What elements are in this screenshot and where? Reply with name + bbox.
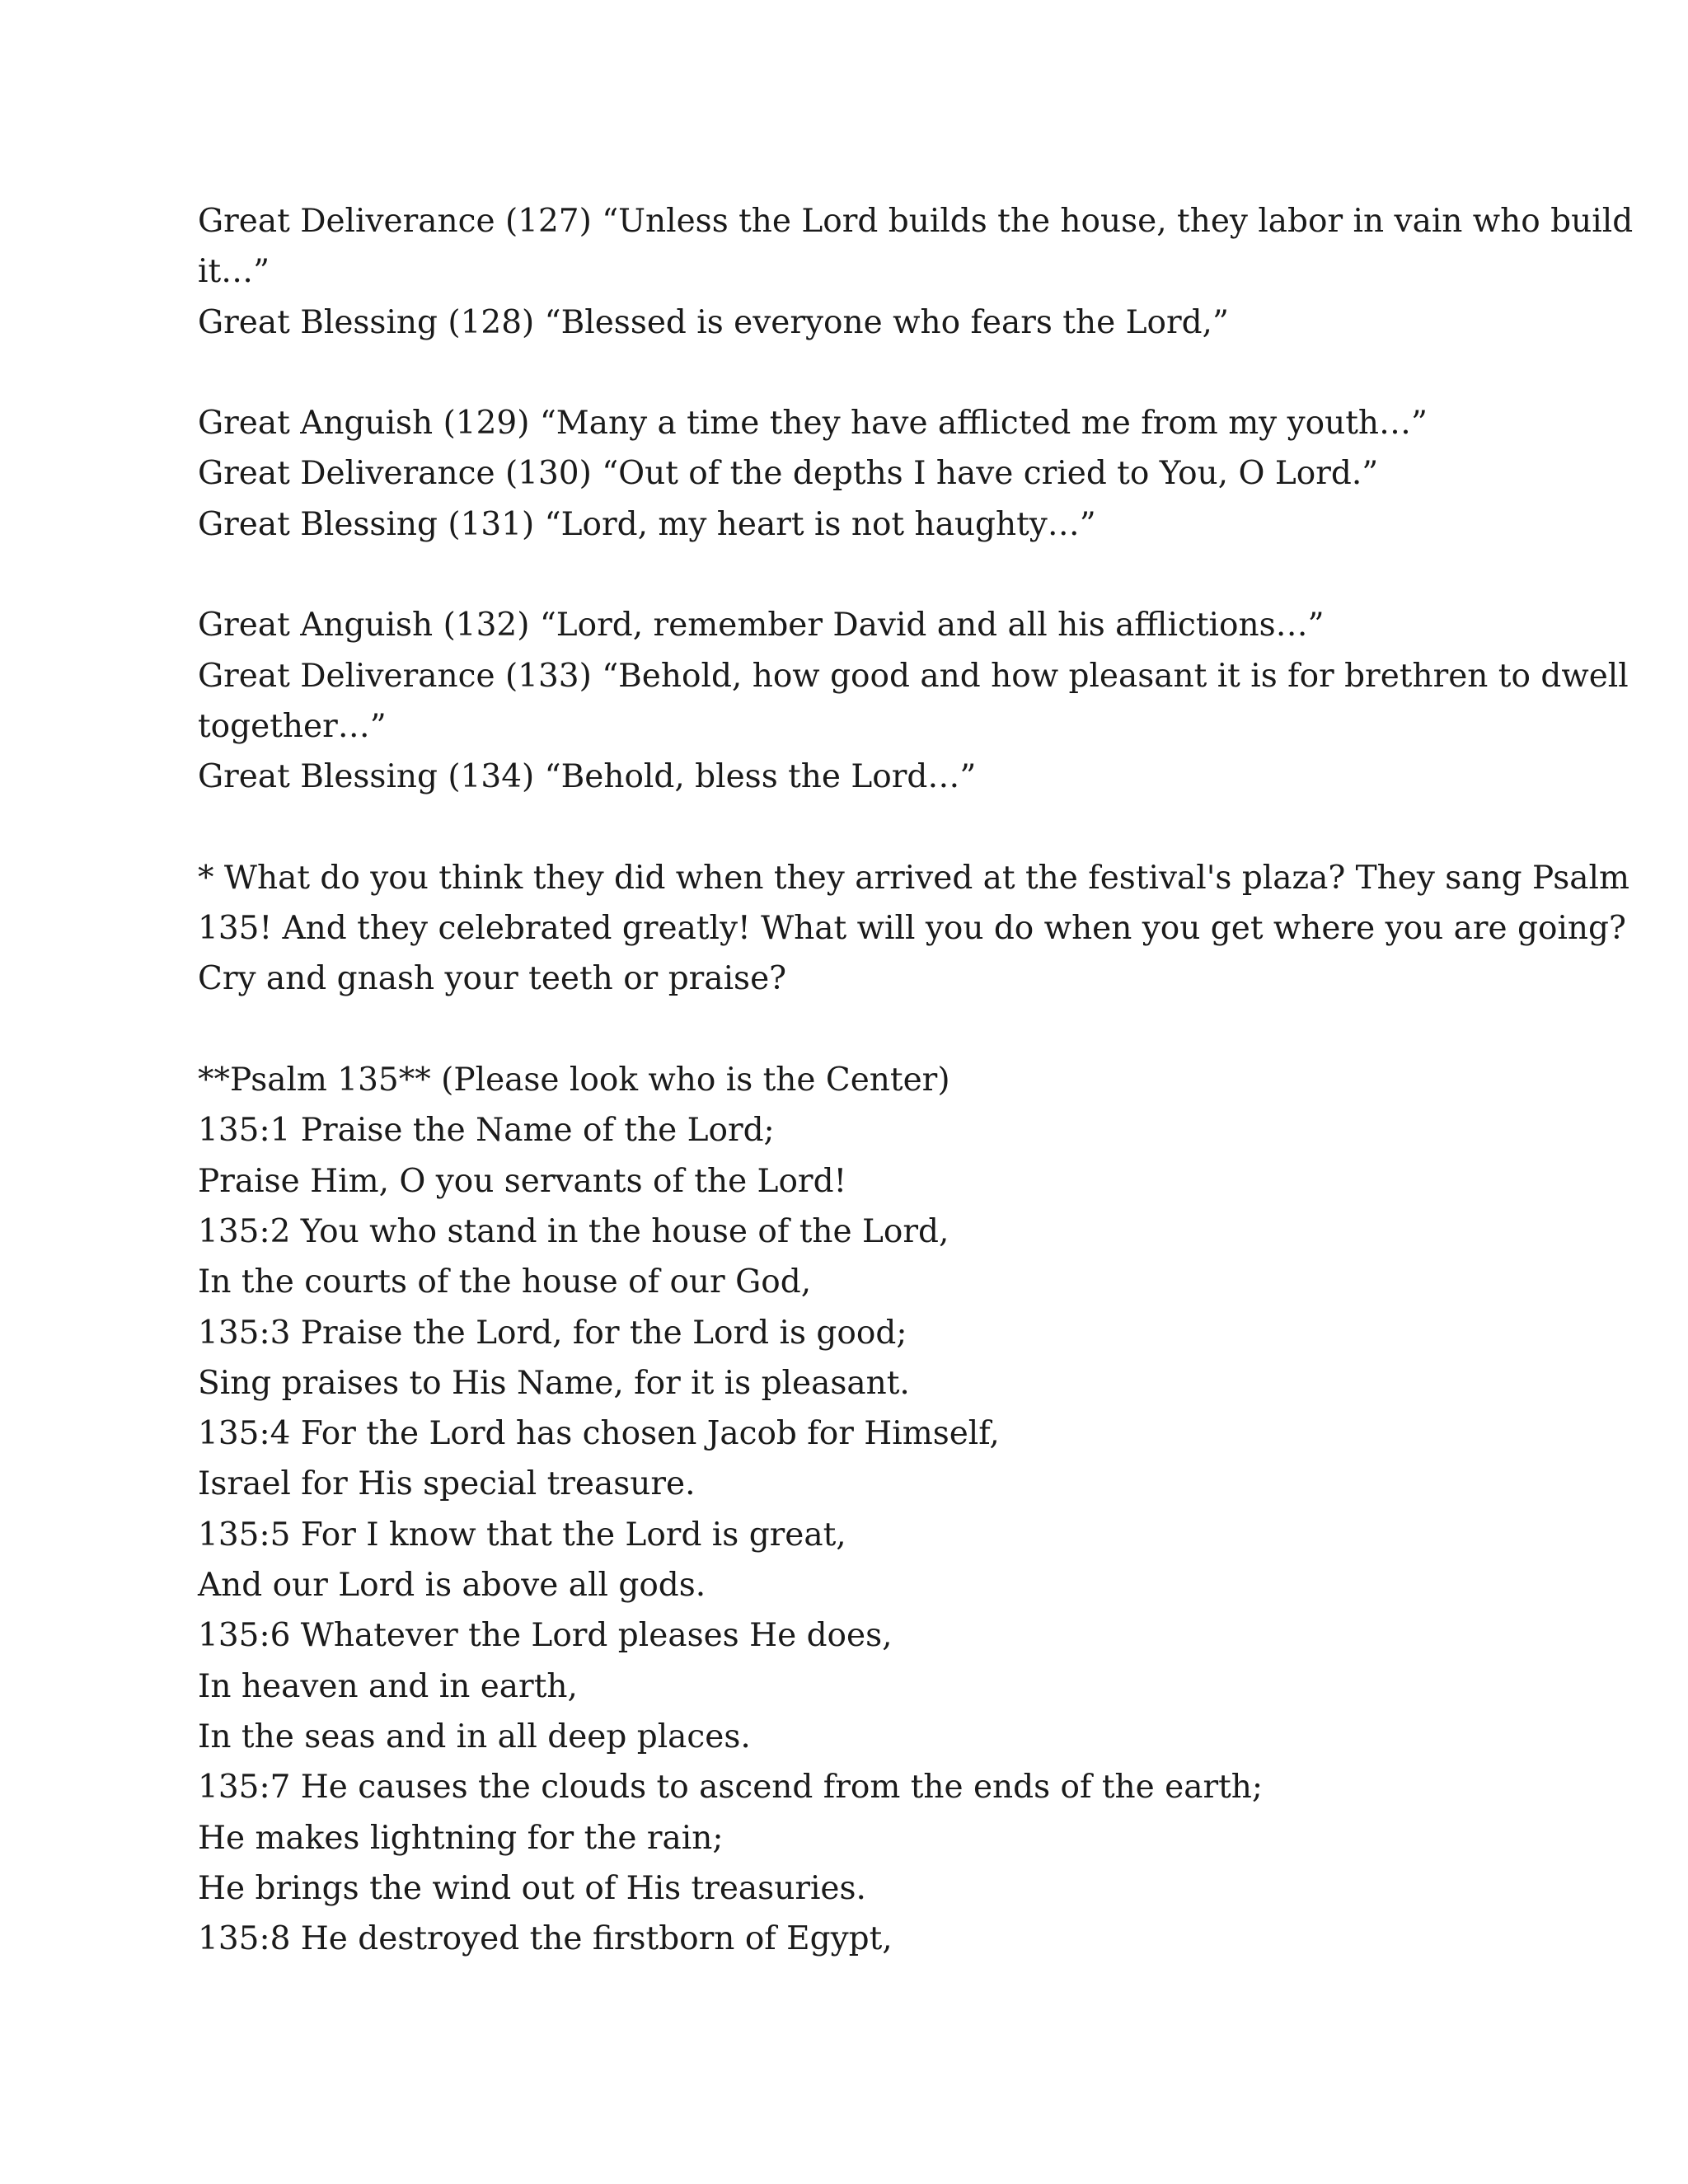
verse-line: In the courts of the house of our God, bbox=[198, 1263, 812, 1301]
text-line: together…” bbox=[198, 707, 387, 745]
text-line: Cry and gnash your teeth or praise? bbox=[198, 960, 787, 998]
verse-line: He brings the wind out of His treasuries. bbox=[198, 1869, 866, 1907]
text-line: Great Deliverance (133) “Behold, how good and how pleasant it is for brethren to dwell bbox=[198, 657, 1629, 695]
text-line: 135! And they celebrated greatly! What will you do when you get where you are going? bbox=[198, 910, 1626, 948]
text-line: Great Deliverance (127) “Unless the Lord builds the house, they labor in vain who build bbox=[198, 203, 1634, 240]
verse-line: 135:3 Praise the Lord, for the Lord is good; bbox=[198, 1314, 907, 1352]
verse-line: 135:8 He destroyed the firstborn of Egypt, bbox=[198, 1920, 893, 1958]
paragraph-songs-129-131 bbox=[198, 398, 1500, 550]
paragraph-spacer bbox=[198, 1005, 1500, 1055]
text-line: Great Blessing (128) “Blessed is everyone who fears the Lord,” bbox=[198, 303, 1229, 341]
verse-line: 135:1 Praise the Name of the Lord; bbox=[198, 1112, 775, 1150]
verse-line: He makes lightning for the rain; bbox=[198, 1819, 724, 1857]
verse-line: 135:7 He causes the clouds to ascend from the ends of the earth; bbox=[198, 1769, 1264, 1807]
text-line: Great Deliverance (130) “Out of the depths I have cried to You, O Lord.” bbox=[198, 455, 1379, 493]
paragraph-spacer bbox=[198, 348, 1500, 398]
paragraph-songs-127-128 bbox=[198, 196, 1634, 348]
verse-line: Praise Him, O you servants of the Lord! bbox=[198, 1162, 847, 1200]
text-line: it…” bbox=[198, 253, 270, 291]
text-line: Great Blessing (134) “Behold, bless the Lord…” bbox=[198, 758, 977, 796]
paragraph-spacer bbox=[198, 550, 1500, 600]
text-line: Great Anguish (132) “Lord, remember David and all his afflictions…” bbox=[198, 607, 1325, 644]
verse-line: Sing praises to His Name, for it is pleasant. bbox=[198, 1364, 910, 1402]
verse-line: And our Lord is above all gods. bbox=[198, 1567, 706, 1605]
verse-line: 135:5 For I know that the Lord is great, bbox=[198, 1516, 846, 1554]
verse-line: 135:4 For the Lord has chosen Jacob for Himself, bbox=[198, 1415, 1000, 1453]
text-line: Great Anguish (129) “Many a time they have afflicted me from my youth…” bbox=[198, 405, 1428, 443]
psalm-heading: **Psalm 135** (Please look who is the Center) bbox=[198, 1062, 950, 1099]
paragraph-psalm-135 bbox=[198, 1055, 1500, 1964]
text-line: * What do you think they did when they arrived at the festival's plaza? They sang Psalm bbox=[198, 859, 1629, 897]
paragraph-songs-132-134 bbox=[198, 600, 1629, 802]
text-line: Great Blessing (131) “Lord, my heart is not haughty…” bbox=[198, 505, 1096, 543]
document-body bbox=[198, 196, 1634, 1964]
verse-line: Israel for His special treasure. bbox=[198, 1465, 696, 1503]
verse-line: In the seas and in all deep places. bbox=[198, 1718, 751, 1755]
paragraph-spacer bbox=[198, 803, 1500, 853]
verse-line: 135:2 You who stand in the house of the Lord, bbox=[198, 1212, 950, 1250]
paragraph-festival-note bbox=[198, 853, 1629, 1005]
verse-line: In heaven and in earth, bbox=[198, 1667, 578, 1705]
verse-line: 135:6 Whatever the Lord pleases He does, bbox=[198, 1617, 893, 1655]
